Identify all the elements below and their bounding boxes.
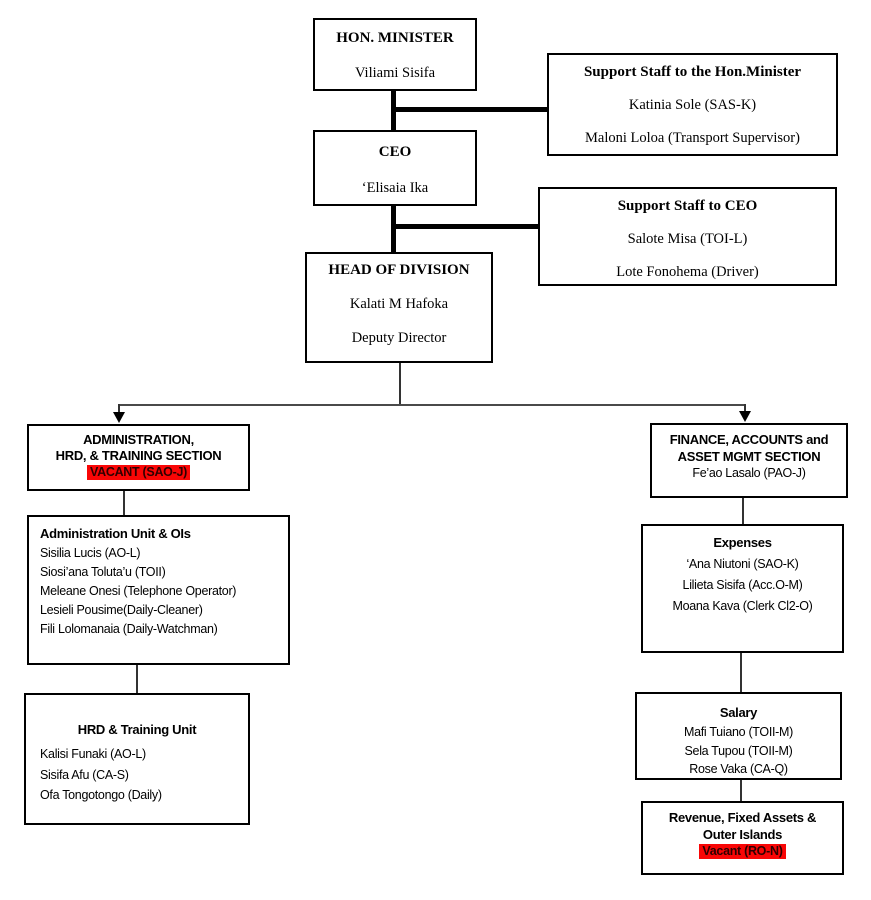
staff-member: Sela Tupou (TOII-M) [684, 743, 793, 758]
minister-title: HON. MINISTER [336, 30, 454, 46]
connector-hod-drop [399, 362, 401, 405]
salary-box [635, 692, 842, 780]
admin-section-title-line2: HRD, & TRAINING SECTION [55, 448, 222, 463]
staff-member: Sisilia Lucis (AO-L) [40, 546, 141, 560]
connector-adminsection-adminunit [123, 490, 125, 515]
expenses-box [641, 524, 844, 653]
staff-member: Lilieta Sisifa (Acc.O-M) [682, 578, 803, 592]
salary-title: Salary [719, 705, 758, 720]
ceo-name: ‘Elisaia Ika [361, 180, 429, 196]
admin-unit-title: Administration Unit & OIs [40, 526, 191, 541]
finance-section-title-line1: FINANCE, ACCOUNTS and [669, 432, 829, 447]
staff-member: Meleane Onesi (Telephone Operator) [40, 584, 237, 598]
hrd-unit-title: HRD & Training Unit [77, 722, 197, 737]
ceo-title: CEO [378, 144, 412, 160]
ceo-box [313, 130, 477, 206]
staff-member: Lote Fonohema (Driver) [616, 264, 759, 280]
staff-member: Lesieli Pousime(Daily-Cleaner) [40, 603, 203, 617]
admin-unit-box [27, 515, 290, 665]
admin-section-title-line1: ADMINISTRATION, [83, 432, 194, 447]
staff-member: Ofa Tongotongo (Daily) [40, 788, 162, 802]
connector-adminunit-hrdunit [136, 664, 138, 693]
vacant-badge: VACANT (SAO-J) [87, 465, 190, 480]
staff-member: Mafi Tuiano (TOII-M) [683, 725, 794, 739]
arrow-down-icon [113, 412, 125, 423]
vacant-badge: Vacant (RO-N) [699, 844, 785, 859]
support-minister-box [547, 53, 838, 156]
hod-role: Deputy Director [351, 330, 447, 346]
staff-member: Salote Misa (TOI-L) [627, 231, 748, 247]
finance-section-title-line2: ASSET MGMT SECTION [677, 448, 821, 464]
head-of-division-box [305, 252, 493, 363]
minister-box [313, 18, 477, 91]
hrd-unit-box [24, 693, 250, 825]
connector-salary-revenue [740, 779, 742, 801]
branch-support-ceo [393, 224, 538, 229]
staff-member: ‘Ana Niutoni (SAO-K) [686, 557, 799, 571]
support-minister-title: Support Staff to the Hon.Minister [583, 64, 802, 80]
revenue-title-line1: Revenue, Fixed Assets & [668, 810, 817, 825]
branch-support-minister [393, 107, 547, 112]
staff-member: Kalisi Funaki (AO-L) [40, 747, 146, 761]
staff-member: Fili Lolomanaia (Daily-Watchman) [40, 622, 218, 636]
connector-finance-expenses [742, 497, 744, 524]
finance-section-head: Fe’ao Lasalo (PAO-J) [692, 466, 806, 480]
staff-member: Maloni Loloa (Transport Supervisor) [585, 130, 800, 146]
connector-main-horizontal [118, 404, 746, 406]
hod-title: HEAD OF DIVISION [328, 262, 470, 278]
support-ceo-title: Support Staff to CEO [617, 198, 758, 214]
staff-member: Rose Vaka (CA-Q) [689, 762, 788, 776]
hod-name: Kalati M Hafoka [349, 296, 449, 312]
revenue-section-box [641, 801, 844, 875]
connector-ceo-hod [391, 205, 396, 253]
arrow-down-icon [739, 411, 751, 422]
staff-member: Katinia Sole (SAS-K) [628, 97, 757, 113]
expenses-title: Expenses [713, 535, 772, 550]
finance-section-box [650, 423, 848, 498]
staff-member: Sisifa Afu (CA-S) [40, 767, 129, 782]
minister-name: Viliami Sisifa [354, 65, 436, 81]
connector-expenses-salary [740, 652, 742, 692]
staff-member: Moana Kava (Clerk Cl2-O) [672, 599, 813, 613]
staff-member: Siosi’ana Toluta’u (TOII) [40, 565, 166, 579]
revenue-title-line2: Outer Islands [702, 826, 783, 842]
support-ceo-box [538, 187, 837, 286]
admin-section-box [27, 424, 250, 491]
